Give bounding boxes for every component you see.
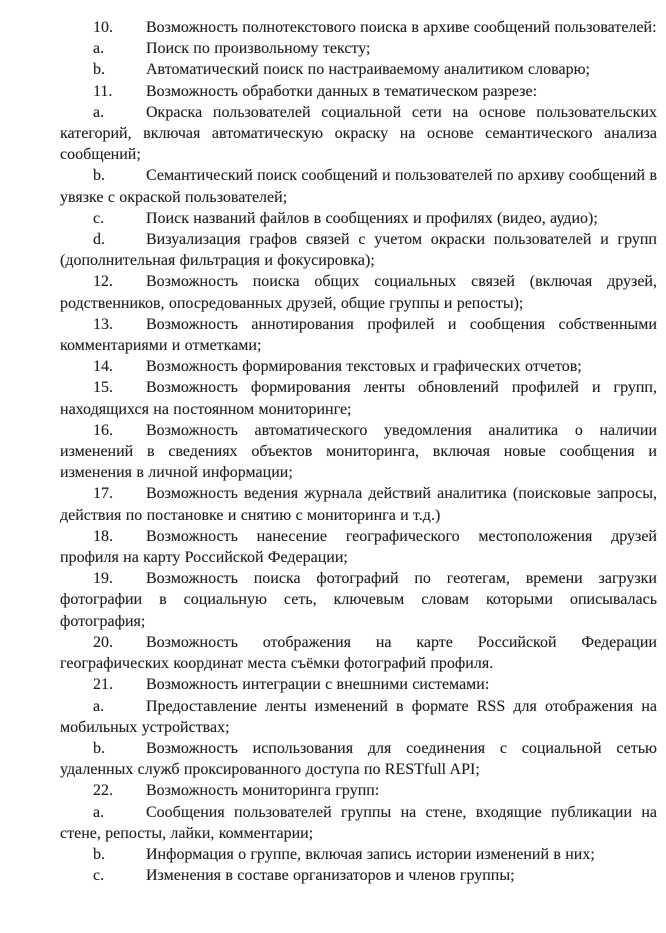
item-text: Возможность поиска общих социальных связей (включая друзей, родственников, опосредованных друзей, общие группы и репосты); xyxy=(60,273,657,312)
item-text: Сообщения пользователей группы на стене, входящие публикации на стене, репосты, лайки, комментарии; xyxy=(60,803,657,842)
item-marker: 16. xyxy=(93,421,113,439)
item-marker: b. xyxy=(93,167,105,185)
item-text: Поиск названий файлов в сообщениях и профилях (видео, аудио); xyxy=(146,209,598,227)
list-item xyxy=(60,377,657,419)
item-marker: a. xyxy=(93,803,105,821)
item-text: Возможность полнотекстового поиска в архиве сообщений пользователей: xyxy=(146,19,657,36)
list-item xyxy=(60,229,657,271)
item-marker: 18. xyxy=(93,527,113,545)
item-marker: 17. xyxy=(93,485,113,503)
item-text: Возможность аннотирования профилей и сообщения собственными комментариями и отметками; xyxy=(60,315,657,355)
item-text: Возможность формирования ленты обновлений профилей и групп, находящихся на постоянном мониторинге; xyxy=(60,379,657,418)
list-item xyxy=(60,844,657,865)
item-marker: c. xyxy=(93,867,105,885)
item-marker: b. xyxy=(93,61,105,79)
list-item xyxy=(60,208,657,229)
item-text: Возможность формирования текстовых и графических отчетов; xyxy=(146,358,582,376)
item-text: Возможность нанесение географического местоположения друзей профиля на карту Российской Федерации; xyxy=(60,527,657,567)
list-item xyxy=(60,568,657,632)
list-item xyxy=(60,271,657,313)
item-text: Возможность ведения журнала действий аналитика (поисковые запросы, действия по постановке и снятию с мониторинга и т.д.) xyxy=(60,485,657,524)
item-text: Возможность отображения на карте Российской Федерации географических координат места съёмки фотографий профиля. xyxy=(60,633,657,673)
list-item xyxy=(60,356,657,377)
item-marker: 21. xyxy=(93,676,113,694)
item-text: Возможность мониторинга групп: xyxy=(146,782,380,800)
item-text: Изменения в составе организаторов и членов группы; xyxy=(146,867,515,885)
item-marker: 19. xyxy=(93,570,113,588)
item-marker: b. xyxy=(93,739,105,757)
item-marker: 14. xyxy=(93,358,113,376)
list-item xyxy=(60,102,657,166)
item-text: Окраска пользователей социальной сети на основе пользовательских категорий, включая автоматическую окраску на основе семантического анализа сообщений; xyxy=(60,103,657,164)
list-item xyxy=(60,632,657,674)
item-marker: 12. xyxy=(93,273,113,291)
list-item xyxy=(60,674,657,695)
item-text: Информация о группе, включая запись истории изменений в них; xyxy=(146,845,595,863)
item-marker: 11. xyxy=(93,82,113,100)
item-text: Предоставление ленты изменений в формате RSS для отображения на мобильных устройствах; xyxy=(60,697,657,736)
item-marker: 13. xyxy=(93,315,113,333)
list-item xyxy=(60,802,657,844)
list-item xyxy=(60,483,657,525)
item-text: Визуализация графов связей с учетом окраски пользователей и групп (дополнительная фильтрация и фокусировка); xyxy=(60,231,657,270)
item-text: Поиск по произвольному тексту; xyxy=(146,40,371,58)
item-marker: 20. xyxy=(93,633,113,651)
list-item xyxy=(60,81,657,102)
item-marker: b. xyxy=(93,845,105,863)
list-item xyxy=(60,165,657,207)
item-marker: c. xyxy=(93,209,105,227)
list-item xyxy=(60,526,657,568)
item-marker: 10. xyxy=(93,19,113,36)
item-text: Возможность поиска фотографий по геотегам, времени загрузки фотографии в социальную сеть, ключевым словам которыми описывалась фотография; xyxy=(60,570,657,630)
list-item xyxy=(60,59,657,80)
list-item xyxy=(60,865,657,886)
list-item xyxy=(60,780,657,801)
list-item xyxy=(60,696,657,738)
list-item xyxy=(60,17,657,38)
item-marker: 22. xyxy=(93,782,113,800)
item-text: Семантический поиск сообщений и пользователей по архиву сообщений в увязке с окраской пользователей; xyxy=(60,167,657,206)
list-item xyxy=(60,314,657,356)
item-text: Автоматический поиск по настраиваемому аналитиком словарю; xyxy=(146,61,590,79)
list-item xyxy=(60,738,657,780)
list-item xyxy=(60,420,657,484)
list-item xyxy=(60,38,657,59)
item-marker: a. xyxy=(93,103,105,121)
item-marker: d. xyxy=(93,231,105,249)
item-text: Возможность использования для соединения с социальной сетью удаленных служб проксированного доступа по RESTfull API; xyxy=(60,739,657,779)
item-marker: a. xyxy=(93,40,105,58)
items-list xyxy=(60,17,657,886)
item-text: Возможность автоматического уведомления аналитика о наличии изменений в сведениях объектов мониторинга, включая новые сообщения и изменения в личной информации; xyxy=(60,421,657,482)
item-marker: 15. xyxy=(93,379,113,397)
item-text: Возможность интеграции с внешними системами: xyxy=(146,676,490,694)
item-marker: a. xyxy=(93,697,105,715)
item-text: Возможность обработки данных в тематическом разрезе: xyxy=(146,82,538,100)
